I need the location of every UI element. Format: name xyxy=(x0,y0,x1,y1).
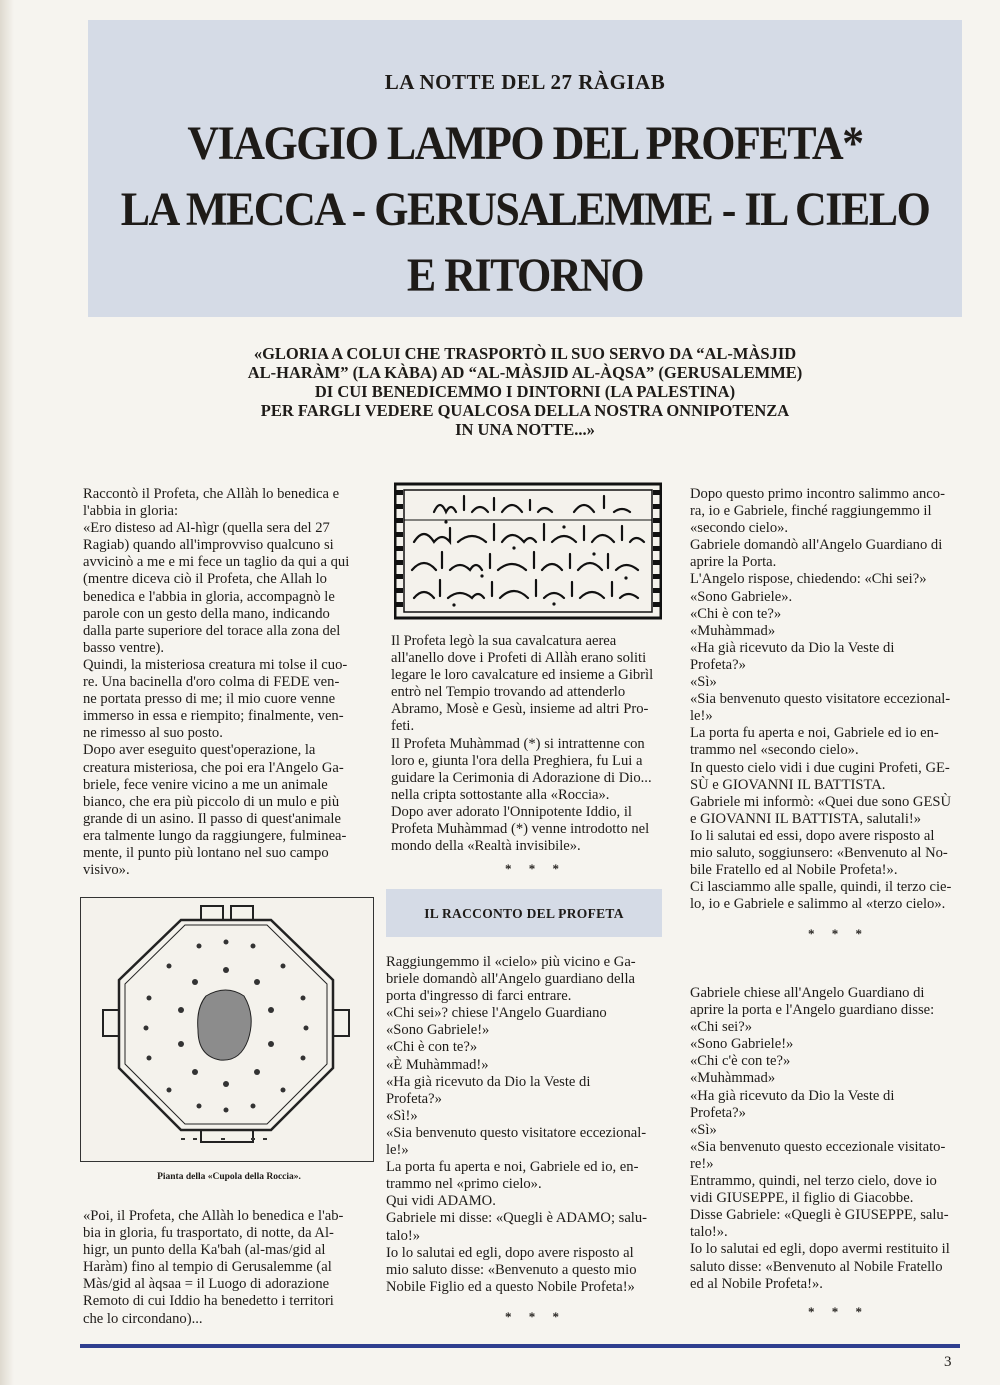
text-line: briele domandò all'Angelo guardiano della xyxy=(386,971,636,988)
text-line: parole con un gesto della mano, indicando xyxy=(83,605,330,622)
text-line: basso ventre). xyxy=(83,639,165,656)
headline-line-2: LA MECCA - GERUSALEMME - IL CIELO xyxy=(120,183,930,236)
text-line: e GIOVANNI IL BATTISTA, salutali!» xyxy=(690,810,922,827)
text-line: guidare la Cerimonia di Adorazione di Dio... xyxy=(391,769,652,786)
text-line: «Ha già ricevuto da Dio la Veste di xyxy=(690,1087,895,1104)
text-line: Dopo aver adorato l'Onnipotente Iddio, il xyxy=(391,803,632,820)
text-line: lo, io e Gabriele e salimmo al «terzo cielo». xyxy=(690,896,946,913)
text-line: «Sono Gabriele». xyxy=(690,588,793,605)
column-2-text xyxy=(391,633,662,855)
text-line: porta d'ingresso di farci entrare. xyxy=(386,988,572,1005)
text-line: feti. xyxy=(391,718,415,735)
text-line: Profeta?» xyxy=(386,1090,442,1107)
text-line: le!» xyxy=(690,708,713,725)
text-line: Profeta Muhàmmad (*) venne introdotto nel xyxy=(391,821,650,838)
text-line: Io lo salutai ed egli, dopo avermi restituito il xyxy=(690,1241,950,1258)
headline-line-3: E RITORNO xyxy=(406,249,644,302)
text-line: Gabriele mi disse: «Quegli è ADAMO; salu- xyxy=(386,1210,648,1227)
page-number: 3 xyxy=(944,1354,952,1370)
page-edge-shadow xyxy=(0,0,14,1385)
text-line: Il Profeta legò la sua cavalcatura aerea xyxy=(391,633,617,649)
text-line: Gabriele chiese all'Angelo Guardiano di xyxy=(690,985,925,1001)
text-line: L'Angelo rispose, chiedendo: «Chi sei?» xyxy=(690,571,927,588)
text-line: «Sia benvenuto questo visitatore eccezional- xyxy=(386,1124,647,1141)
text-line: aprire la porta e l'Angelo guardiano disse: xyxy=(690,1002,935,1019)
text-line: vidi GIUSEPPE, il figlio di Giacobbe. xyxy=(690,1190,914,1207)
text-line: ra, io e Gabriele, finché raggiungemmo il xyxy=(690,503,932,520)
text-line: ne rimesso al suo posto. xyxy=(83,725,223,742)
floorplan-caption: Pianta della «Cupola della Roccia». xyxy=(157,1172,301,1182)
text-line: era talmente lungo da raggiungere, fulminea- xyxy=(83,827,347,844)
text-line: mente, il punto più lontano nel suo campo xyxy=(83,844,329,861)
quote-line: «GLORIA A COLUI CHE TRASPORTÒ IL SUO SERVO DA “AL-MÀSJID xyxy=(253,344,797,363)
text-line: Entrammo, quindi, nel terzo cielo, dove io xyxy=(690,1173,937,1190)
column-3-lower-text xyxy=(690,985,962,1293)
text-line: «Muhàmmad» xyxy=(690,1070,776,1087)
text-line: «Ero disteso ad Al-hìgr (quella sera del 27 xyxy=(83,520,330,537)
text-line: bia in gloria, fu trasportato, di notte, da Al- xyxy=(83,1225,334,1242)
text-line: mio saluto disse: «Benvenuto a questo mio xyxy=(386,1261,637,1278)
text-line: Raggiungemmo il «cielo» più vicino e Ga- xyxy=(386,954,636,970)
text-line: nella cripta sottostante alla «Roccia». xyxy=(391,786,610,803)
text-line: «Ha già ricevuto da Dio la Veste di xyxy=(690,639,895,656)
text-line: «Muhàmmad» xyxy=(690,622,776,639)
text-line: (mentre diceva ciò il Profeta, che Allah lo xyxy=(83,571,327,588)
text-line: all'anello dove i Profeti di Allàh erano soliti xyxy=(391,650,647,667)
floorplan-frame xyxy=(80,897,374,1162)
text-line: Raccontò il Profeta, che Allàh lo benedica e xyxy=(83,486,340,502)
text-line: La porta fu aperta e noi, Gabriele ed io, en- xyxy=(386,1159,639,1176)
text-line: «Chi sei»? chiese l'Angelo Guardiano xyxy=(386,1005,607,1022)
text-line: «Chi sei?» xyxy=(690,1019,753,1036)
column-3-text xyxy=(690,486,962,913)
text-line: «Poi, il Profeta, che Allàh lo benedica e l'ab- xyxy=(83,1208,344,1224)
text-line: «Sì» xyxy=(690,674,717,691)
text-line: Remoto di cui Iddio ha benedetto i territori xyxy=(83,1293,334,1310)
text-line: le!» xyxy=(386,1142,409,1159)
quote-line: PER FARGLI VEDERE QUALCOSA DELLA NOSTRA ONNIPOTENZA xyxy=(260,401,790,420)
text-line: mio saluto, soggiunsero: «Benvenuto al No- xyxy=(690,844,948,861)
text-line: Gabriele mi informò: «Quei due sono GESÙ xyxy=(690,793,952,810)
text-line: dalla parte superiore del torace alla zona del xyxy=(83,622,341,639)
headline-line-1: VIAGGIO LAMPO DEL PROFETA* xyxy=(187,117,863,170)
text-line: entrò nel Tempio trovando ad attenderlo xyxy=(391,684,626,701)
text-line: avvicinò a me e mi fece un taglio da qui a qui xyxy=(83,554,350,571)
quote-line: AL-HARÀM” (LA KÀBA) AD “AL-MÀSJID AL-ÀQSA” (GERUSALEMME) xyxy=(247,363,803,382)
text-line: Io li salutai ed essi, dopo avere risposto al xyxy=(690,827,935,844)
text-line: higr, un punto della Ka'bah (al-mas/gid al xyxy=(83,1242,326,1259)
text-line: talo!» xyxy=(386,1227,421,1244)
calligraphy-panel xyxy=(394,482,662,620)
text-line: Haràm) fino al tempio di Gerusalemme (al xyxy=(83,1259,332,1276)
quote-line: DI CUI BENEDICEMMO I DINTORNI (LA PALESTINA) xyxy=(314,382,736,401)
text-line: visivo». xyxy=(83,862,130,879)
text-line: «Sia benvenuto questo eccezionale visitato- xyxy=(690,1138,946,1155)
text-line: Ragiab) quando all'improvviso qualcuno si xyxy=(83,537,334,554)
column-1-lower-text xyxy=(83,1208,373,1328)
text-line: «Ha già ricevuto da Dio la Veste di xyxy=(386,1073,591,1090)
text-line: creatura misteriosa, che poi era l'Angelo Ga- xyxy=(83,759,344,776)
text-line: Quindi, la misteriosa creatura mi tolse il cuo- xyxy=(83,656,348,673)
text-line: aprire la Porta. xyxy=(690,554,777,571)
text-line: ne portata presso di me; il mio cuore venne xyxy=(83,691,336,708)
text-line: Ci lasciammo alle spalle, quindi, il terzo cie- xyxy=(690,879,952,896)
text-line: bile Fratello ed al Nobile Profeta!». xyxy=(690,862,898,879)
text-line: Profeta?» xyxy=(690,656,746,673)
quote-line: IN UNA NOTTE...» xyxy=(455,420,595,439)
text-line: ed al Nobile Profeta!». xyxy=(690,1275,823,1292)
text-line: SÙ e GIOVANNI IL BATTISTA. xyxy=(690,776,886,793)
text-line: re!» xyxy=(690,1155,714,1172)
text-line: talo!». xyxy=(690,1224,728,1241)
text-line: Io lo salutai ed egli, dopo avere risposto al xyxy=(386,1244,634,1261)
text-line: trammo nel «secondo cielo». xyxy=(690,742,859,759)
text-line: Il Profeta Muhàmmad (*) si intrattenne con xyxy=(391,735,645,752)
text-line: «Sono Gabriele!» xyxy=(690,1036,794,1053)
text-line: re. Una bacinella d'oro colma di FEDE ven- xyxy=(83,674,340,691)
text-line: «Sia benvenuto questo visitatore eccezional- xyxy=(690,691,951,708)
text-line: «Chi c'è con te?» xyxy=(690,1053,791,1070)
text-line: «Sì» xyxy=(690,1121,717,1138)
text-line: Profeta?» xyxy=(690,1104,746,1121)
text-line: La porta fu aperta e noi, Gabriele ed io en- xyxy=(690,725,939,742)
text-line: trammo nel «primo cielo». xyxy=(386,1176,542,1193)
text-line: saluto disse: «Benvenuto al Nobile Fratello xyxy=(690,1258,943,1275)
text-line: Gabriele domandò all'Angelo Guardiano di xyxy=(690,537,943,554)
text-line: benedica e l'abbia in gloria, accompagnò le xyxy=(83,588,335,605)
text-line: briele, fece venire vicino a me un animale xyxy=(83,776,328,793)
separator-stars: * * * xyxy=(808,926,869,941)
text-line: Disse Gabriele: «Quegli è GIUSEPPE, salu- xyxy=(690,1207,949,1224)
text-line: grande di un asino. Il passo di quest'animale xyxy=(83,810,341,827)
text-line: Màs/gid al àqsaa = il Luogo di adorazione xyxy=(83,1276,330,1293)
text-line: «È Muhàmmad!» xyxy=(386,1056,489,1073)
separator-stars: * * * xyxy=(808,1304,869,1319)
column-1-text xyxy=(83,486,373,879)
column-2-lower-text xyxy=(386,954,662,1296)
dome-of-the-rock-floorplan xyxy=(81,898,373,1161)
text-line: «Chi è con te?» xyxy=(386,1039,478,1056)
text-line: bianco, che era più piccolo di un mulo e più xyxy=(83,793,340,810)
text-line: In questo cielo vidi i due cugini Profeti, GE- xyxy=(690,759,950,776)
text-line: Dopo aver eseguito quest'operazione, la xyxy=(83,742,316,759)
text-line: mondo della «Realtà invisibile». xyxy=(391,838,581,855)
article-kicker: LA NOTTE DEL 27 RÀGIAB xyxy=(384,70,666,94)
separator-stars: * * * xyxy=(505,1309,566,1324)
text-line: l'abbia in gloria: xyxy=(83,503,179,520)
koran-quote xyxy=(150,344,900,439)
text-line: immerso in essa e riempito; finalmente, ven- xyxy=(83,708,344,725)
text-line: «Chi è con te?» xyxy=(690,605,782,622)
text-line: che lo circondano)... xyxy=(83,1310,203,1327)
text-line: «Sì!» xyxy=(386,1107,418,1124)
text-line: loro e, giunta l'ora della Preghiera, fu Lui a xyxy=(391,752,643,769)
section-title: IL RACCONTO DEL PROFETA xyxy=(424,906,624,921)
text-line: «Sono Gabriele!» xyxy=(386,1022,490,1039)
text-line: Qui vidi ADAMO. xyxy=(386,1193,496,1210)
separator-stars: * * * xyxy=(505,861,566,876)
text-line: Dopo questo primo incontro salimmo anco- xyxy=(690,486,945,502)
text-line: Nobile Figlio ed a questo Nobile Profeta!» xyxy=(386,1278,635,1295)
text-line: «secondo cielo». xyxy=(690,520,789,537)
text-line: Abramo, Mosè e Gesù, insieme ad altri Pro- xyxy=(391,701,649,718)
footer-rule xyxy=(80,1344,960,1348)
text-line: legare le loro cavalcature ed insieme a Gibrìl xyxy=(391,667,654,684)
